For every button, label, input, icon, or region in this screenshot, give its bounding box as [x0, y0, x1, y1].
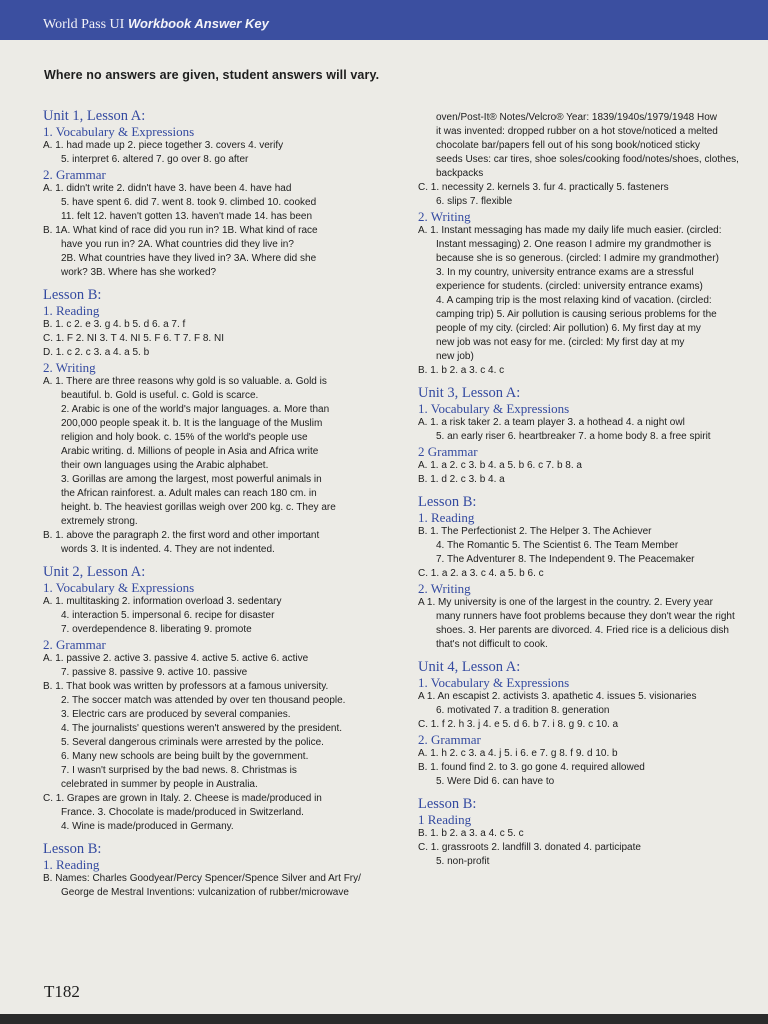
- answer-line-continued: many runners have foot problems because they don't wear the right: [436, 611, 735, 622]
- section-heading: 2. Grammar: [43, 167, 106, 182]
- answer-line-continued: 11. felt 12. haven't gotten 13. haven't made 14. has been: [61, 211, 313, 222]
- page-number: T182: [44, 982, 80, 1001]
- answer-line: A. 1. didn't write 2. didn't have 3. have been 4. have had: [43, 183, 292, 194]
- answer-line-continued: 7. passive 8. passive 9. active 10. passive: [61, 667, 248, 678]
- answer-line-continued: shoes. 3. Her parents are divorced. 4. Fried rice is a delicious dish: [436, 625, 729, 636]
- answer-line: B. 1. above the paragraph 2. the first word and other important: [43, 530, 320, 541]
- spacer: [418, 652, 768, 659]
- answer-line: B. 1. That book was written by professors at a famous university.: [43, 681, 329, 692]
- lesson-heading: Unit 4, Lesson A:: [418, 659, 521, 675]
- answer-line-continued: 2. The soccer match was attended by over ten thousand people.: [61, 695, 346, 706]
- answer-line-continued: 4. interaction 5. impersonal 6. recipe for disaster: [61, 610, 275, 621]
- header-title: [43, 16, 269, 33]
- answer-line: A 1. An escapist 2. activists 3. apathetic 4. issues 5. visionaries: [418, 691, 697, 702]
- lesson-heading: Lesson B:: [418, 796, 477, 812]
- answer-line-continued: 5. non-profit: [436, 856, 490, 867]
- answer-line-continued: new job): [436, 351, 474, 362]
- section-heading: 2. Grammar: [418, 732, 481, 747]
- answer-line-continued: 7. The Adventurer 8. The Independent 9. The Peacemaker: [436, 554, 695, 565]
- answer-line: A. 1. h 2. c 3. a 4. j 5. i 6. e 7. g 8. f 9. d 10. b: [418, 748, 618, 759]
- answer-line-continued: have you run in? 2A. What countries did they live in?: [61, 239, 294, 250]
- lesson-heading: Lesson B:: [43, 287, 102, 303]
- answer-line: A. 1. a 2. c 3. b 4. a 5. b 6. c 7. b 8. a: [418, 460, 582, 471]
- answer-line-continued: 200,000 people speak it. b. It is the language of the Muslim: [61, 418, 323, 429]
- answer-line-continued: Arabic writing. d. Millions of people in Asia and Africa write: [61, 446, 319, 457]
- answer-line-continued: 3. In my country, university entrance exams are a stressful: [436, 267, 694, 278]
- section-heading: 1 Reading: [418, 812, 472, 827]
- spacer: [418, 487, 768, 494]
- section-heading: 1. Vocabulary & Expressions: [418, 675, 570, 690]
- intro-note: Where no answers are given, student answers will vary.: [44, 68, 380, 82]
- answer-line-continued: camping trip) 5. Air pollution is causing serious problems for the: [436, 309, 717, 320]
- section-heading: 1. Reading: [418, 510, 475, 525]
- series-name: World Pass UI: [43, 17, 125, 32]
- section-heading: 2. Grammar: [43, 637, 106, 652]
- answer-line: A. 1. Instant messaging has made my daily life much easier. (circled:: [418, 225, 722, 236]
- answer-line-continued: 4. The journalists' questions weren't answered by the president.: [61, 723, 343, 734]
- section-heading: 2. Writing: [418, 209, 471, 224]
- answer-line-continued: 5. an early riser 6. heartbreaker 7. a home body 8. a free spirit: [436, 431, 711, 442]
- bottom-edge: [0, 1014, 768, 1024]
- answer-line-continued: celebrated in summer by people in Australia.: [61, 779, 258, 790]
- answer-line-continued: 3. Electric cars are produced by several companies.: [61, 709, 291, 720]
- answer-line-continued: because she is so generous. (circled: I admire my grandmother): [436, 253, 719, 264]
- answer-line-continued: height. b. The heaviest gorillas weigh over 200 kg. c. They are: [61, 502, 336, 513]
- answer-line-continued: 5. Were Did 6. can have to: [436, 776, 555, 787]
- answer-line: A. 1. There are three reasons why gold is so valuable. a. Gold is: [43, 376, 327, 387]
- answer-line-continued: 6. slips 7. flexible: [436, 196, 513, 207]
- answer-line-continued: 5. interpret 6. altered 7. go over 8. go after: [61, 154, 249, 165]
- answer-line-continued: new job was not easy for me. (circled: My first day at my: [436, 337, 685, 348]
- spacer: [43, 280, 395, 287]
- answer-line-continued: it was invented: dropped rubber on a hot stove/noticed a melted: [436, 126, 718, 137]
- answer-line-continued: 4. A camping trip is the most relaxing kind of vacation. (circled:: [436, 295, 712, 306]
- header-band: [0, 0, 768, 40]
- lesson-heading: Lesson B:: [418, 494, 477, 510]
- answer-line-continued: 3. Gorillas are among the largest, most powerful animals in: [61, 474, 322, 485]
- section-heading: 1. Vocabulary & Expressions: [43, 580, 195, 595]
- section-heading: 1. Vocabulary & Expressions: [43, 124, 195, 139]
- answer-line: D. 1. c 2. c 3. a 4. a 5. b: [43, 347, 150, 358]
- answer-line-continued: that's not difficult to cook.: [436, 639, 548, 650]
- answer-line-continued: 6. motivated 7. a tradition 8. generation: [436, 705, 610, 716]
- spacer: [418, 789, 768, 796]
- answer-line-continued: Instant messaging) 2. One reason I admire my grandmother is: [436, 239, 712, 250]
- lesson-heading: Lesson B:: [43, 841, 102, 857]
- answer-line: A. 1. passive 2. active 3. passive 4. active 5. active 6. active: [43, 653, 309, 664]
- answer-line: B. 1. b 2. a 3. a 4. c 5. c: [418, 828, 524, 839]
- spacer: [43, 834, 395, 841]
- answer-line: C. 1. a 2. a 3. c 4. a 5. b 6. c: [418, 568, 544, 579]
- answer-line-continued: work? 3B. Where has she worked?: [61, 267, 217, 278]
- answer-line-continued: 5. Several dangerous criminals were arrested by the police.: [61, 737, 324, 748]
- answer-line-continued: 7. overdependence 8. liberating 9. promote: [61, 624, 252, 635]
- answer-line: C. 1. F 2. NI 3. T 4. NI 5. F 6. T 7. F 8. NI: [43, 333, 224, 344]
- answer-line: B. 1A. What kind of race did you run in? 1B. What kind of race: [43, 225, 318, 236]
- answer-line-continued: backpacks: [436, 168, 484, 179]
- right-column: [418, 111, 768, 869]
- spacer: [418, 378, 768, 385]
- answer-line-continued: seeds Uses: car tires, shoe soles/cooking food/notes/shoes, clothes,: [436, 154, 739, 165]
- section-heading: 2. Writing: [43, 360, 96, 375]
- answer-line-continued: experience for students. (circled: university entrance exams): [436, 281, 703, 292]
- answer-line-continued: words 3. It is indented. 4. They are not indented.: [61, 544, 275, 555]
- section-heading: 1. Reading: [43, 857, 100, 872]
- answer-line-continued: beautiful. b. Gold is useful. c. Gold is scarce.: [61, 390, 259, 401]
- section-heading: 2. Writing: [418, 581, 471, 596]
- spacer: [43, 557, 395, 564]
- answer-line-continued: oven/Post-It® Notes/Velcro® Year: 1839/1940s/1979/1948 How: [436, 112, 718, 123]
- answer-line-continued: 2. Arabic is one of the world's major languages. a. More than: [61, 404, 330, 415]
- answer-line: B. 1. c 2. e 3. g 4. b 5. d 6. a 7. f: [43, 319, 186, 330]
- answer-line: B. 1. found find 2. to 3. go gone 4. required allowed: [418, 762, 645, 773]
- workbook-title: Workbook Answer Key: [127, 16, 269, 31]
- answer-line: B. 1. b 2. a 3. c 4. c: [418, 365, 505, 376]
- answer-line-continued: people of my city. (circled: Air pollution) 6. My first day at my: [436, 323, 701, 334]
- answer-line: C. 1. f 2. h 3. j 4. e 5. d 6. b 7. i 8. g 9. c 10. a: [418, 719, 619, 730]
- lesson-heading: Unit 3, Lesson A:: [418, 385, 521, 401]
- answer-line: C. 1. grassroots 2. landfill 3. donated 4. participate: [418, 842, 641, 853]
- lesson-heading: Unit 1, Lesson A:: [43, 108, 146, 124]
- answer-line-continued: 5. have spent 6. did 7. went 8. took 9. climbed 10. cooked: [61, 197, 317, 208]
- answer-line-continued: 7. I wasn't surprised by the bad news. 8. Christmas is: [61, 765, 297, 776]
- answer-line-continued: 4. Wine is made/produced in Germany.: [61, 821, 234, 832]
- section-heading: 1. Reading: [43, 303, 100, 318]
- section-heading: 1. Vocabulary & Expressions: [418, 401, 570, 416]
- section-heading: 2 Grammar: [418, 444, 478, 459]
- answer-line: B. 1. The Perfectionist 2. The Helper 3. The Achiever: [418, 526, 652, 537]
- answer-line-continued: religion and holy book. c. 15% of the world's people use: [61, 432, 308, 443]
- left-column: [43, 108, 395, 900]
- lesson-heading: Unit 2, Lesson A:: [43, 564, 146, 580]
- answer-line-continued: 4. The Romantic 5. The Scientist 6. The Team Member: [436, 540, 679, 551]
- answer-line-continued: the African rainforest. a. Adult males can reach 180 cm. in: [61, 488, 317, 499]
- answer-line: A 1. My university is one of the largest in the country. 2. Every year: [418, 597, 713, 608]
- answer-line: B. Names: Charles Goodyear/Percy Spencer/Spence Silver and Art Fry/: [43, 873, 361, 884]
- answer-line-continued: George de Mestral Inventions: vulcanization of rubber/microwave: [61, 887, 349, 898]
- answer-line: C. 1. Grapes are grown in Italy. 2. Cheese is made/produced in: [43, 793, 322, 804]
- answer-line-continued: chocolate bar/papers fell out of his song book/noticed sticky: [436, 140, 701, 151]
- answer-line-continued: 6. Many new schools are being built by the government.: [61, 751, 309, 762]
- answer-line-continued: France. 3. Chocolate is made/produced in Switzerland.: [61, 807, 304, 818]
- answer-line-continued: extremely strong.: [61, 516, 138, 527]
- answer-line: B. 1. d 2. c 3. b 4. a: [418, 474, 505, 485]
- answer-line-continued: 2B. What countries have they lived in? 3A. Where did she: [61, 253, 317, 264]
- answer-line: A. 1. multitasking 2. information overload 3. sedentary: [43, 596, 282, 607]
- answer-line-continued: their own languages using the Arabic alphabet.: [61, 460, 269, 471]
- answer-line: A. 1. had made up 2. piece together 3. covers 4. verify: [43, 140, 284, 151]
- answer-line: C. 1. necessity 2. kernels 3. fur 4. practically 5. fasteners: [418, 182, 669, 193]
- answer-line: A. 1. a risk taker 2. a team player 3. a hothead 4. a night owl: [418, 417, 685, 428]
